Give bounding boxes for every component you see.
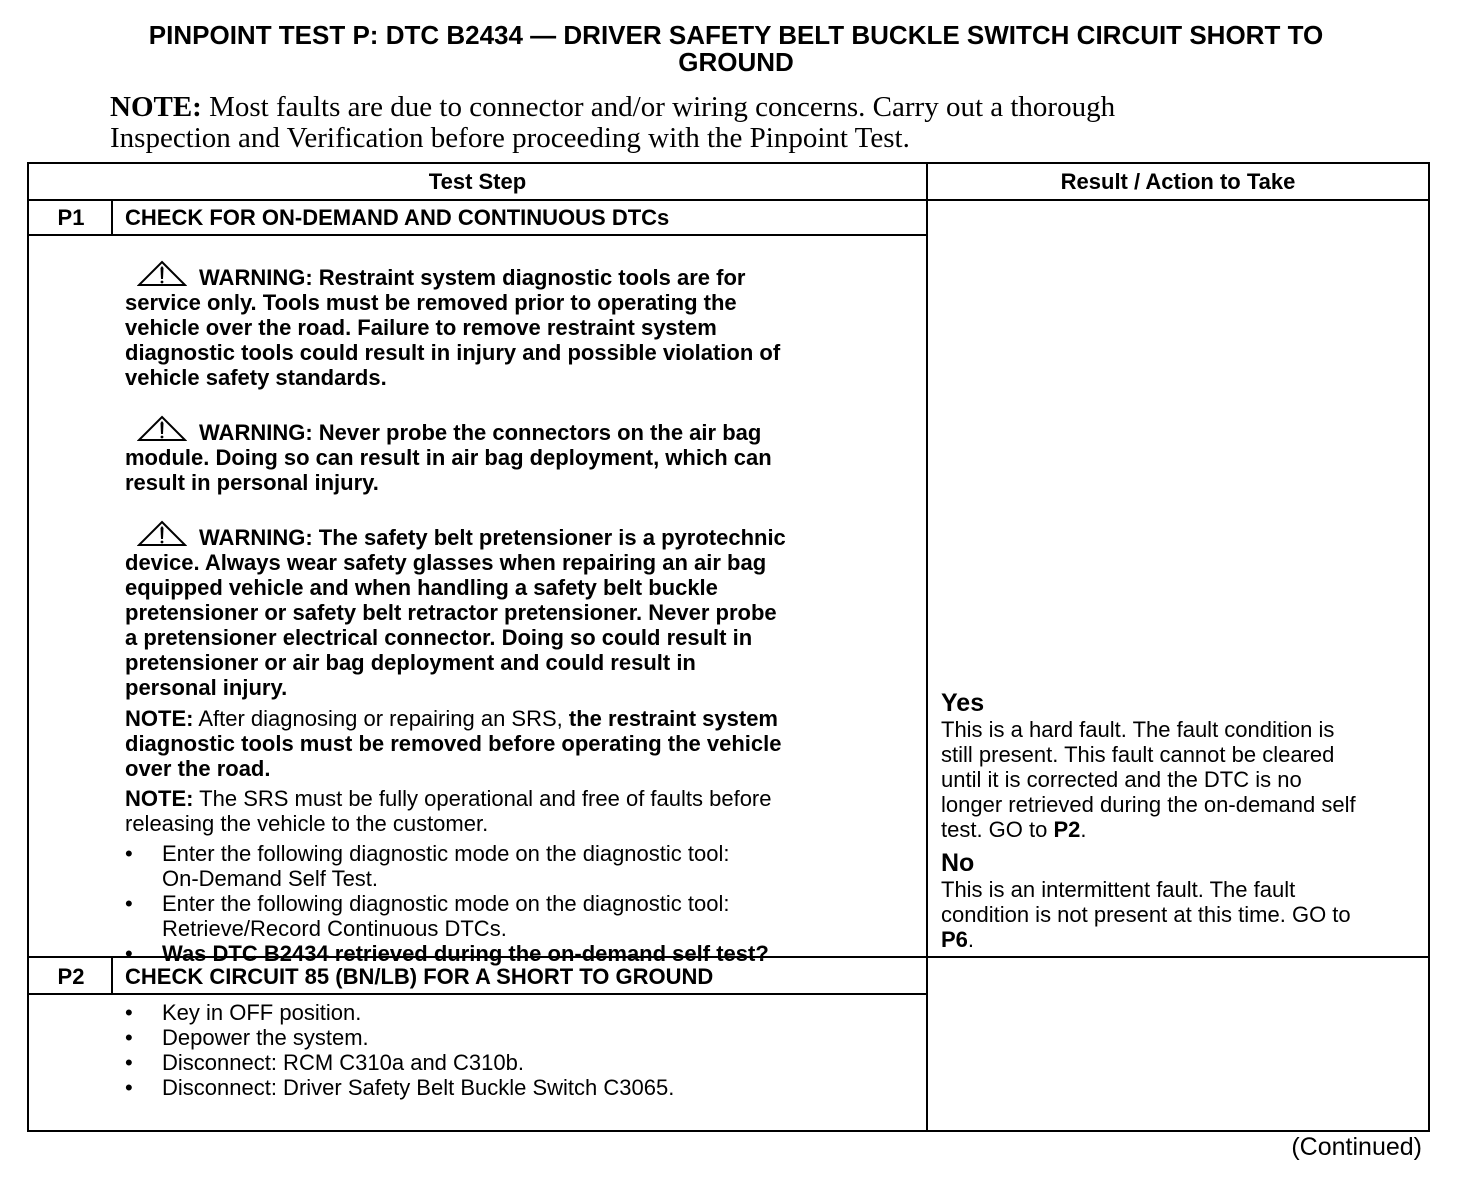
note-block — [125, 706, 895, 781]
note-label: NOTE: — [125, 706, 194, 731]
note-text: After diagnosing or repairing an SRS, — [193, 706, 569, 731]
intro-note-line-1: Most faults are due to connector and/or wiring concerns. Carry out a thorough — [201, 91, 1116, 123]
result-no-text: condition is not present at this time. GO to — [941, 902, 1351, 927]
warning-line: personal injury. — [125, 675, 288, 700]
title-line-1: PINPOINT TEST P: DTC B2434 — DRIVER SAFETY BELT BUCKLE SWITCH CIRCUIT SHORT TO — [148, 20, 1324, 50]
intro-note — [110, 92, 1310, 154]
p1-result — [941, 689, 1423, 952]
warning-line: pretensioner or air bag deployment and could result in — [125, 650, 696, 675]
bullet-mark: • — [125, 841, 133, 866]
pinpoint-test-table — [27, 162, 1430, 1132]
bullet-mark: • — [125, 1075, 133, 1100]
warning-block — [125, 415, 895, 495]
warning-line: The safety belt pretensioner is a pyrotechnic — [312, 525, 786, 550]
result-yes-text: This is a hard fault. The fault condition is — [941, 717, 1335, 742]
period: . — [967, 927, 975, 952]
result-yes-text: until it is corrected and the DTC is no — [941, 767, 1302, 792]
page-title — [40, 22, 1432, 76]
bullet-item — [125, 1000, 895, 1025]
bullet-item — [125, 1075, 895, 1100]
warning-label: WARNING: — [199, 525, 313, 550]
warning-line: vehicle over the road. Failure to remove restraint system — [125, 315, 717, 340]
header-test-step: Test Step — [428, 169, 527, 194]
bullet-text: Enter the following diagnostic mode on the diagnostic tool: — [162, 841, 730, 866]
warning-triangle-icon — [137, 520, 187, 548]
bullet-item — [125, 841, 895, 891]
goto-p6-link[interactable]: P6 — [941, 927, 968, 952]
bullet-mark: • — [125, 1025, 133, 1050]
result-no-label: No — [941, 849, 975, 877]
test-question: Was DTC B2434 retrieved during the on-demand self test? — [162, 941, 769, 966]
warning-line: module. Doing so can result in air bag deployment, which can — [125, 445, 772, 470]
result-no-text: This is an intermittent fault. The fault — [941, 877, 1296, 902]
period: . — [1080, 817, 1087, 842]
warning-line: pretensioner or safety belt retractor pretensioner. Never probe — [125, 600, 777, 625]
warning-line: vehicle safety standards. — [125, 365, 387, 390]
warning-line: diagnostic tools could result in injury and possible violation of — [125, 340, 781, 365]
step-name-p2: CHECK CIRCUIT 85 (BN/LB) FOR A SHORT TO GROUND — [125, 964, 714, 989]
warning-line: service only. Tools must be removed prior to operating the — [125, 290, 737, 315]
bullet-text: Disconnect: RCM C310a and C310b. — [162, 1050, 524, 1075]
bullet-text: Retrieve/Record Continuous DTCs. — [162, 916, 507, 941]
header-result: Result / Action to Take — [1060, 169, 1296, 194]
result-yes-text: longer retrieved during the on-demand self — [941, 792, 1356, 817]
warning-line: device. Always wear safety glasses when repairing an air bag — [125, 550, 767, 575]
column-divider — [926, 164, 928, 1130]
p1-body — [125, 260, 895, 966]
p2-name-rule — [29, 993, 928, 995]
p1-name-rule — [29, 234, 928, 236]
warning-label: WARNING: — [199, 265, 313, 290]
warning-line: a pretensioner electrical connector. Doing so could result in — [125, 625, 753, 650]
intro-note-label: NOTE: — [110, 91, 202, 123]
bullet-mark: • — [125, 891, 133, 916]
p2-body — [125, 1000, 895, 1100]
note-bold-text: the restraint system — [568, 706, 778, 731]
warning-line: Never probe the connectors on the air bag — [312, 420, 762, 445]
warning-line: equipped vehicle and when handling a safety belt buckle — [125, 575, 718, 600]
bullet-item — [125, 1025, 895, 1050]
intro-note-line-2: Inspection and Verification before proceeding with the Pinpoint Test. — [110, 122, 910, 154]
bullet-text: Depower the system. — [162, 1025, 369, 1050]
title-line-2: GROUND — [678, 47, 794, 77]
bullet-item — [125, 1050, 895, 1075]
bullet-item — [125, 891, 895, 941]
step-id-p2: P2 — [57, 964, 85, 989]
warning-label: WARNING: — [199, 420, 313, 445]
bullet-mark: • — [125, 941, 133, 966]
warning-line: result in personal injury. — [125, 470, 379, 495]
bullet-mark: • — [125, 1050, 133, 1075]
note-bold-text: over the road. — [125, 756, 271, 781]
warning-line: Restraint system diagnostic tools are for — [312, 265, 746, 290]
result-yes-text: still present. This fault cannot be cleared — [941, 742, 1335, 767]
header-rule — [29, 199, 1428, 201]
bullet-text: Disconnect: Driver Safety Belt Buckle Switch C3065. — [162, 1075, 675, 1100]
warning-block — [125, 260, 895, 390]
warning-triangle-icon — [137, 260, 187, 288]
note-text: The SRS must be fully operational and free of faults before — [193, 786, 772, 811]
note-bold-text: diagnostic tools must be removed before operating the vehicle — [125, 731, 782, 756]
continued-label: (Continued) — [1291, 1133, 1422, 1161]
bullet-text: Enter the following diagnostic mode on the diagnostic tool: — [162, 891, 730, 916]
step-name-p1: CHECK FOR ON-DEMAND AND CONTINUOUS DTCs — [125, 205, 670, 230]
bullet-mark: • — [125, 1000, 133, 1025]
note-block — [125, 786, 895, 836]
note-text: releasing the vehicle to the customer. — [125, 811, 489, 836]
result-yes-label: Yes — [941, 689, 985, 717]
bullet-item — [125, 941, 895, 966]
bullet-text: Key in OFF position. — [162, 1000, 362, 1025]
note-label: NOTE: — [125, 786, 194, 811]
warning-triangle-icon — [137, 415, 187, 443]
goto-p2-link[interactable]: P2 — [1053, 817, 1081, 842]
step-id-p1: P1 — [57, 205, 85, 230]
bullet-text: On-Demand Self Test. — [162, 866, 379, 891]
result-yes-text: test. GO to — [941, 817, 1054, 842]
warning-block — [125, 520, 895, 700]
